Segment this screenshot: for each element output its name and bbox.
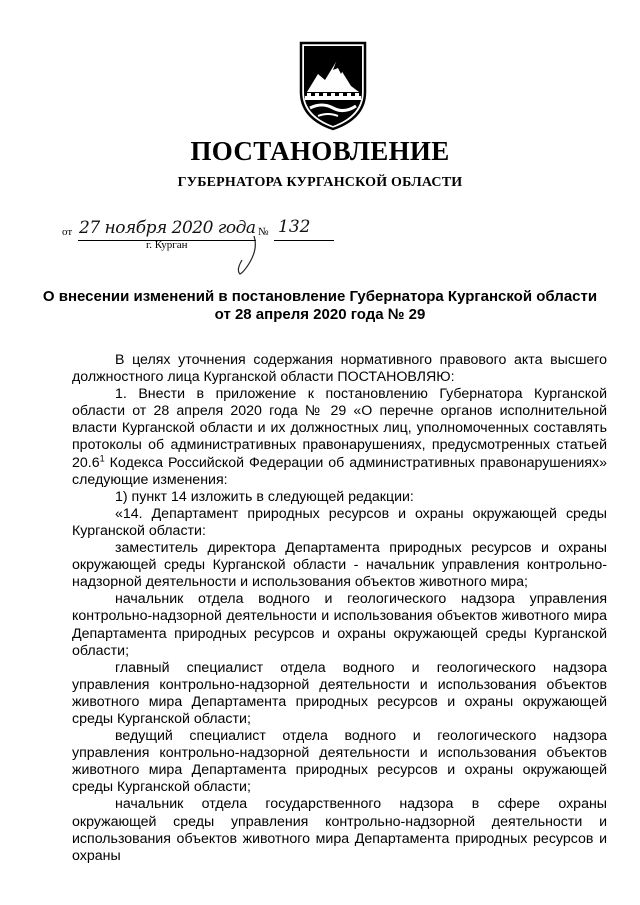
document-subtitle: ГУБЕРНАТОРА КУРГАНСКОЙ ОБЛАСТИ: [177, 175, 463, 190]
paragraph-text: Кодекса Российской Федерации об административных правонарушениях» следующие изменения:: [72, 454, 607, 488]
paragraph: начальник отдела водного и геологического надзора управления контрольно-надзорной деятельности и использования объектов животного мира Департамента природных ресурсов и охраны окружающей среды Курганской области;: [72, 591, 607, 659]
number-underline: [274, 240, 334, 241]
paragraph: [72, 386, 607, 489]
document-heading: [0, 288, 640, 324]
paragraph: заместитель директора Департамента природных ресурсов и охраны окружающей среды Курганской области - начальник управления контрольно-надзорной деятельности и использования объектов животного мира;: [72, 540, 607, 591]
document-body: [72, 352, 607, 865]
paragraph: 1) пункт 14 изложить в следующей редакции:: [115, 488, 414, 505]
handwritten-flourish-icon: [232, 232, 262, 276]
superscript: 1: [99, 452, 105, 463]
heading-line-2: от 28 апреля 2020 года № 29: [214, 306, 426, 323]
paragraph: начальник отдела государственного надзора в сфере охраны окружающей среды управления контрольно-надзорной деятельности и использования объектов животного мира Департамента природных ресурсов и охраны: [72, 796, 607, 864]
paragraph: «14. Департамент природных ресурсов и охраны окружающей среды Курганской области:: [72, 505, 607, 539]
dateline: [62, 214, 402, 274]
paragraph: главный специалист отдела водного и геологического надзора управления контрольно-надзорной деятельности и использования объектов животного мира Департамента природных ресурсов и охраны окружающей среды Курганской области;: [72, 659, 607, 727]
paragraph: ведущий специалист отдела водного и геологического надзора управления контрольно-надзорной деятельности и использования объектов животного мира Департамента природных ресурсов и охраны окружающей среды Курганской области;: [72, 728, 607, 796]
heading-line-1: О внесении изменений в постановление Губернатора Курганской области: [42, 288, 598, 305]
handwritten-date: 27 ноября 2020 года: [79, 218, 256, 238]
paragraph-text: 1. Внести в приложение к постановлению Губернатора Курганской области от 28 апреля 2020 года № 29 «О перечне органов исполнительной власти Курганской области и их должностных лиц, уполномоченных составлять протоколы об административных правонарушениях, предусмотренных статьей 20.6: [72, 386, 607, 471]
document-title: ПОСТАНОВЛЕНИЕ: [190, 136, 450, 166]
handwritten-number: 132: [278, 217, 311, 237]
number-label: №: [258, 226, 269, 238]
date-prefix: от: [62, 226, 73, 238]
coat-of-arms-icon: [298, 40, 368, 132]
place-name: г. Курган: [146, 239, 188, 251]
paragraph: В целях уточнения содержания нормативного правового акта высшего должностного лица Курганской области ПОСТАНОВЛЯЮ:: [72, 352, 607, 386]
